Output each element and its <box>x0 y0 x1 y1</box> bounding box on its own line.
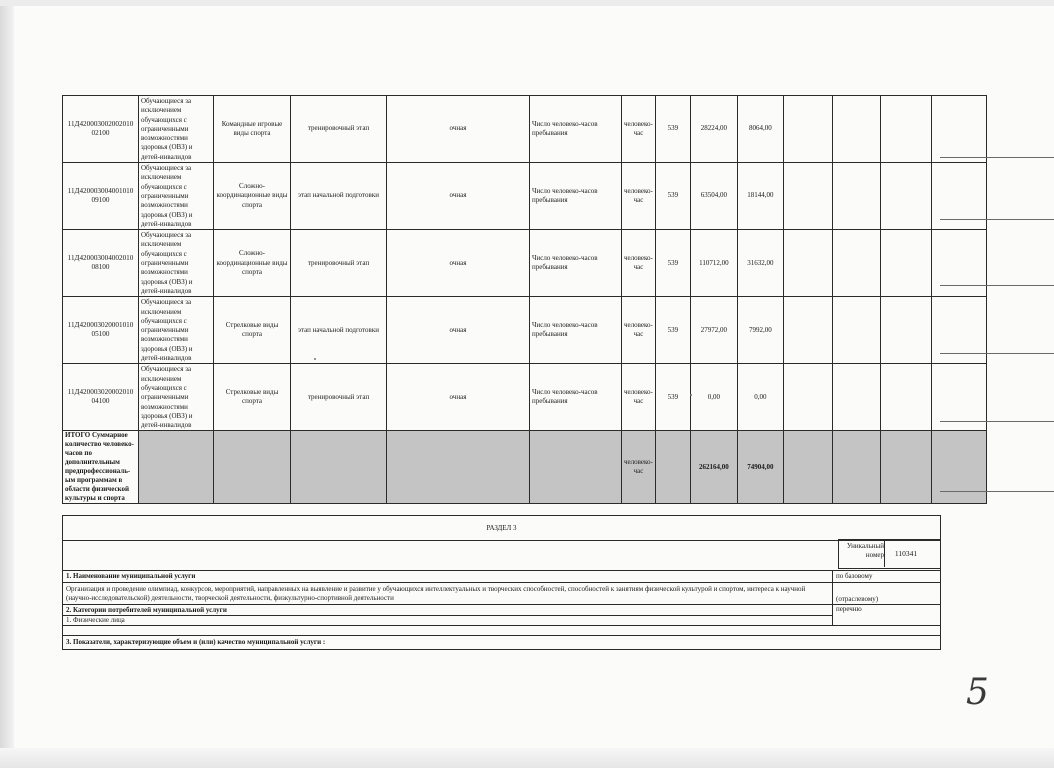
service-code-part: 0 <box>129 320 134 329</box>
okei-code-cell: 539 <box>655 96 690 163</box>
unit-cell: человеко-час <box>622 297 656 364</box>
service-code-cell <box>63 163 139 230</box>
table-row <box>63 364 987 431</box>
table-row <box>63 96 987 163</box>
empty-cell <box>783 297 832 364</box>
section-3-table <box>62 515 941 650</box>
service-code-part: 11Д42000302000201 <box>67 388 130 397</box>
adjacent-page-lines <box>940 95 1054 491</box>
value-year-2-cell: 8064,00 <box>737 96 783 163</box>
training-stage-cell: этап начальной подготовки <box>291 297 387 364</box>
service-code-part: 11Д42000300400201 <box>67 253 130 262</box>
handwritten-page-number: 5 <box>966 672 989 713</box>
consumers-text: 1. Физические лица <box>63 616 833 626</box>
form-cell: очная <box>387 163 530 230</box>
training-stage-cell: тренировочный этап <box>291 96 387 163</box>
service-code-cell <box>63 297 139 364</box>
service-text: Организация и проведение олимпиад, конкурсов, мероприятий, направленных на выявление и развитие у обучающихся интеллектуальных и творческих способностей, способностей к занятиям физической культурой и спортом, интереса к научной (научно-исследовательской) деятельности, творческой деятельности, физкультурно-спортивной деятельности <box>63 583 833 605</box>
empty-cell <box>880 163 931 230</box>
service-name-heading: 1. Наименование муниципальной услуги <box>63 571 833 583</box>
empty-cell <box>832 163 880 230</box>
service-code-part: 11Д42000300200201 <box>67 119 130 128</box>
table-row <box>63 297 987 364</box>
empty-cell <box>783 163 832 230</box>
value-year-2-cell: 18144,00 <box>737 163 783 230</box>
sport-kind-cell: Командные игровые виды спорта <box>214 96 291 163</box>
consumer-category-cell: Обучающиеся за исключением обучающихся с ограниченными возможностями здоровья (ОВЗ) и детей-инвалидов <box>139 163 214 230</box>
training-stage-cell: тренировочный этап <box>291 364 387 431</box>
indicator-name-cell: Число человеко-часов пребывания <box>530 297 622 364</box>
scan-edge <box>0 0 1054 6</box>
sport-kind-cell: Сложно-координационные виды спорта <box>214 230 291 297</box>
empty-cell <box>832 364 880 431</box>
value-year-2-cell: 0,00 <box>737 364 783 431</box>
value-year-2-cell: 31632,00 <box>737 230 783 297</box>
okei-code-cell: 539 <box>655 364 690 431</box>
by-sector-label: (отраслевому) <box>833 583 941 605</box>
form-cell: очная <box>387 230 530 297</box>
okei-code-cell: 539 <box>655 163 690 230</box>
unit-cell: человеко-час <box>622 96 656 163</box>
consumer-category-cell: Обучающиеся за исключением обучающихся с ограниченными возможностями здоровья (ОВЗ) и детей-инвалидов <box>139 364 214 431</box>
empty-cell <box>832 230 880 297</box>
scan-edge <box>0 748 1054 768</box>
value-year-2-cell: 7992,00 <box>737 297 783 364</box>
value-year-1-cell: 63504,00 <box>690 163 737 230</box>
service-code-part: 08100 <box>91 263 110 272</box>
service-code-part: 05100 <box>91 330 110 339</box>
service-code-part: 0 <box>129 388 134 397</box>
value-year-1-cell: 110712,00 <box>690 230 737 297</box>
empty-cell <box>832 297 880 364</box>
okei-code-cell: 539 <box>655 230 690 297</box>
section-title: РАЗДЕЛ 3 <box>63 516 941 541</box>
training-stage-cell: этап начальной подготовки <box>291 163 387 230</box>
indicator-name-cell: Число человеко-часов пребывания <box>530 230 622 297</box>
service-code-part: 09100 <box>91 196 110 205</box>
indicator-name-cell: Число человеко-часов пребывания <box>530 96 622 163</box>
by-list-label: перечню <box>833 605 941 626</box>
service-code-part: 0 <box>129 186 134 195</box>
sport-kind-cell: Стрелковые виды спорта <box>214 364 291 431</box>
service-code-cell <box>63 364 139 431</box>
consumer-category-cell: Обучающиеся за исключением обучающихся с ограниченными возможностями здоровья (ОВЗ) и детей-инвалидов <box>139 297 214 364</box>
indicators-heading: 3. Показатели, характеризующие объем и (или) качество муниципальной услуги : <box>63 636 941 650</box>
total-label: ИТОГО Суммарное количество человеко-часов по дополнительным предпрофессиональ-ым программам в области физической культуры и спорта <box>63 431 139 504</box>
unit-cell: человеко-час <box>622 364 656 431</box>
total-unit: человеко-час <box>622 431 656 504</box>
empty-cell <box>783 96 832 163</box>
sport-kind-cell: Стрелковые виды спорта <box>214 297 291 364</box>
unique-number-label: Уникальный номер <box>846 542 884 559</box>
empty-cell <box>880 230 931 297</box>
empty-cell <box>783 230 832 297</box>
service-code-part: 0 <box>129 119 134 128</box>
value-year-1-cell: 0,00 <box>690 364 737 431</box>
service-code-part: 11Д42000300400101 <box>67 186 130 195</box>
consumers-heading: 2. Категории потребителей муниципальной услуги <box>63 605 833 616</box>
total-value-1: 262164,00 <box>690 431 737 504</box>
service-code-cell <box>63 96 139 163</box>
empty-cell <box>880 96 931 163</box>
consumer-category-cell: Обучающиеся за исключением обучающихся с ограниченными возможностями здоровья (ОВЗ) и детей-инвалидов <box>139 230 214 297</box>
table-row <box>63 230 987 297</box>
value-year-1-cell: 27972,00 <box>690 297 737 364</box>
value-year-1-cell: 28224,00 <box>690 96 737 163</box>
empty-cell <box>783 364 832 431</box>
unique-number-value: 110341 <box>894 549 918 558</box>
scan-speck <box>314 358 316 360</box>
okei-code-cell: 539 <box>655 297 690 364</box>
service-code-part: 02100 <box>91 129 110 138</box>
service-code-part: 04100 <box>91 397 110 406</box>
indicator-name-cell: Число человеко-часов пребывания <box>530 163 622 230</box>
empty-cell <box>832 96 880 163</box>
indicator-name-cell: Число человеко-часов пребывания <box>530 364 622 431</box>
total-value-2: 74904,00 <box>737 431 783 504</box>
form-cell: очная <box>387 96 530 163</box>
consumer-category-cell: Обучающиеся за исключением обучающихся с ограниченными возможностями здоровья (ОВЗ) и детей-инвалидов <box>139 96 214 163</box>
service-code-part: 11Д42000302000101 <box>67 320 130 329</box>
empty-cell <box>880 364 931 431</box>
unit-cell: человеко-час <box>622 230 656 297</box>
service-code-cell <box>63 230 139 297</box>
service-code-part: 0 <box>129 253 134 262</box>
volume-indicators-table <box>62 95 987 504</box>
total-row <box>63 431 987 504</box>
scan-edge <box>0 0 14 768</box>
scan-speck <box>690 394 692 396</box>
table-row <box>63 163 987 230</box>
by-base-label: по базовому <box>833 571 941 583</box>
form-cell: очная <box>387 297 530 364</box>
training-stage-cell: тренировочный этап <box>291 230 387 297</box>
sport-kind-cell: Сложно-координационные виды спорта <box>214 163 291 230</box>
empty-cell <box>880 297 931 364</box>
unit-cell: человеко-час <box>622 163 656 230</box>
form-cell: очная <box>387 364 530 431</box>
